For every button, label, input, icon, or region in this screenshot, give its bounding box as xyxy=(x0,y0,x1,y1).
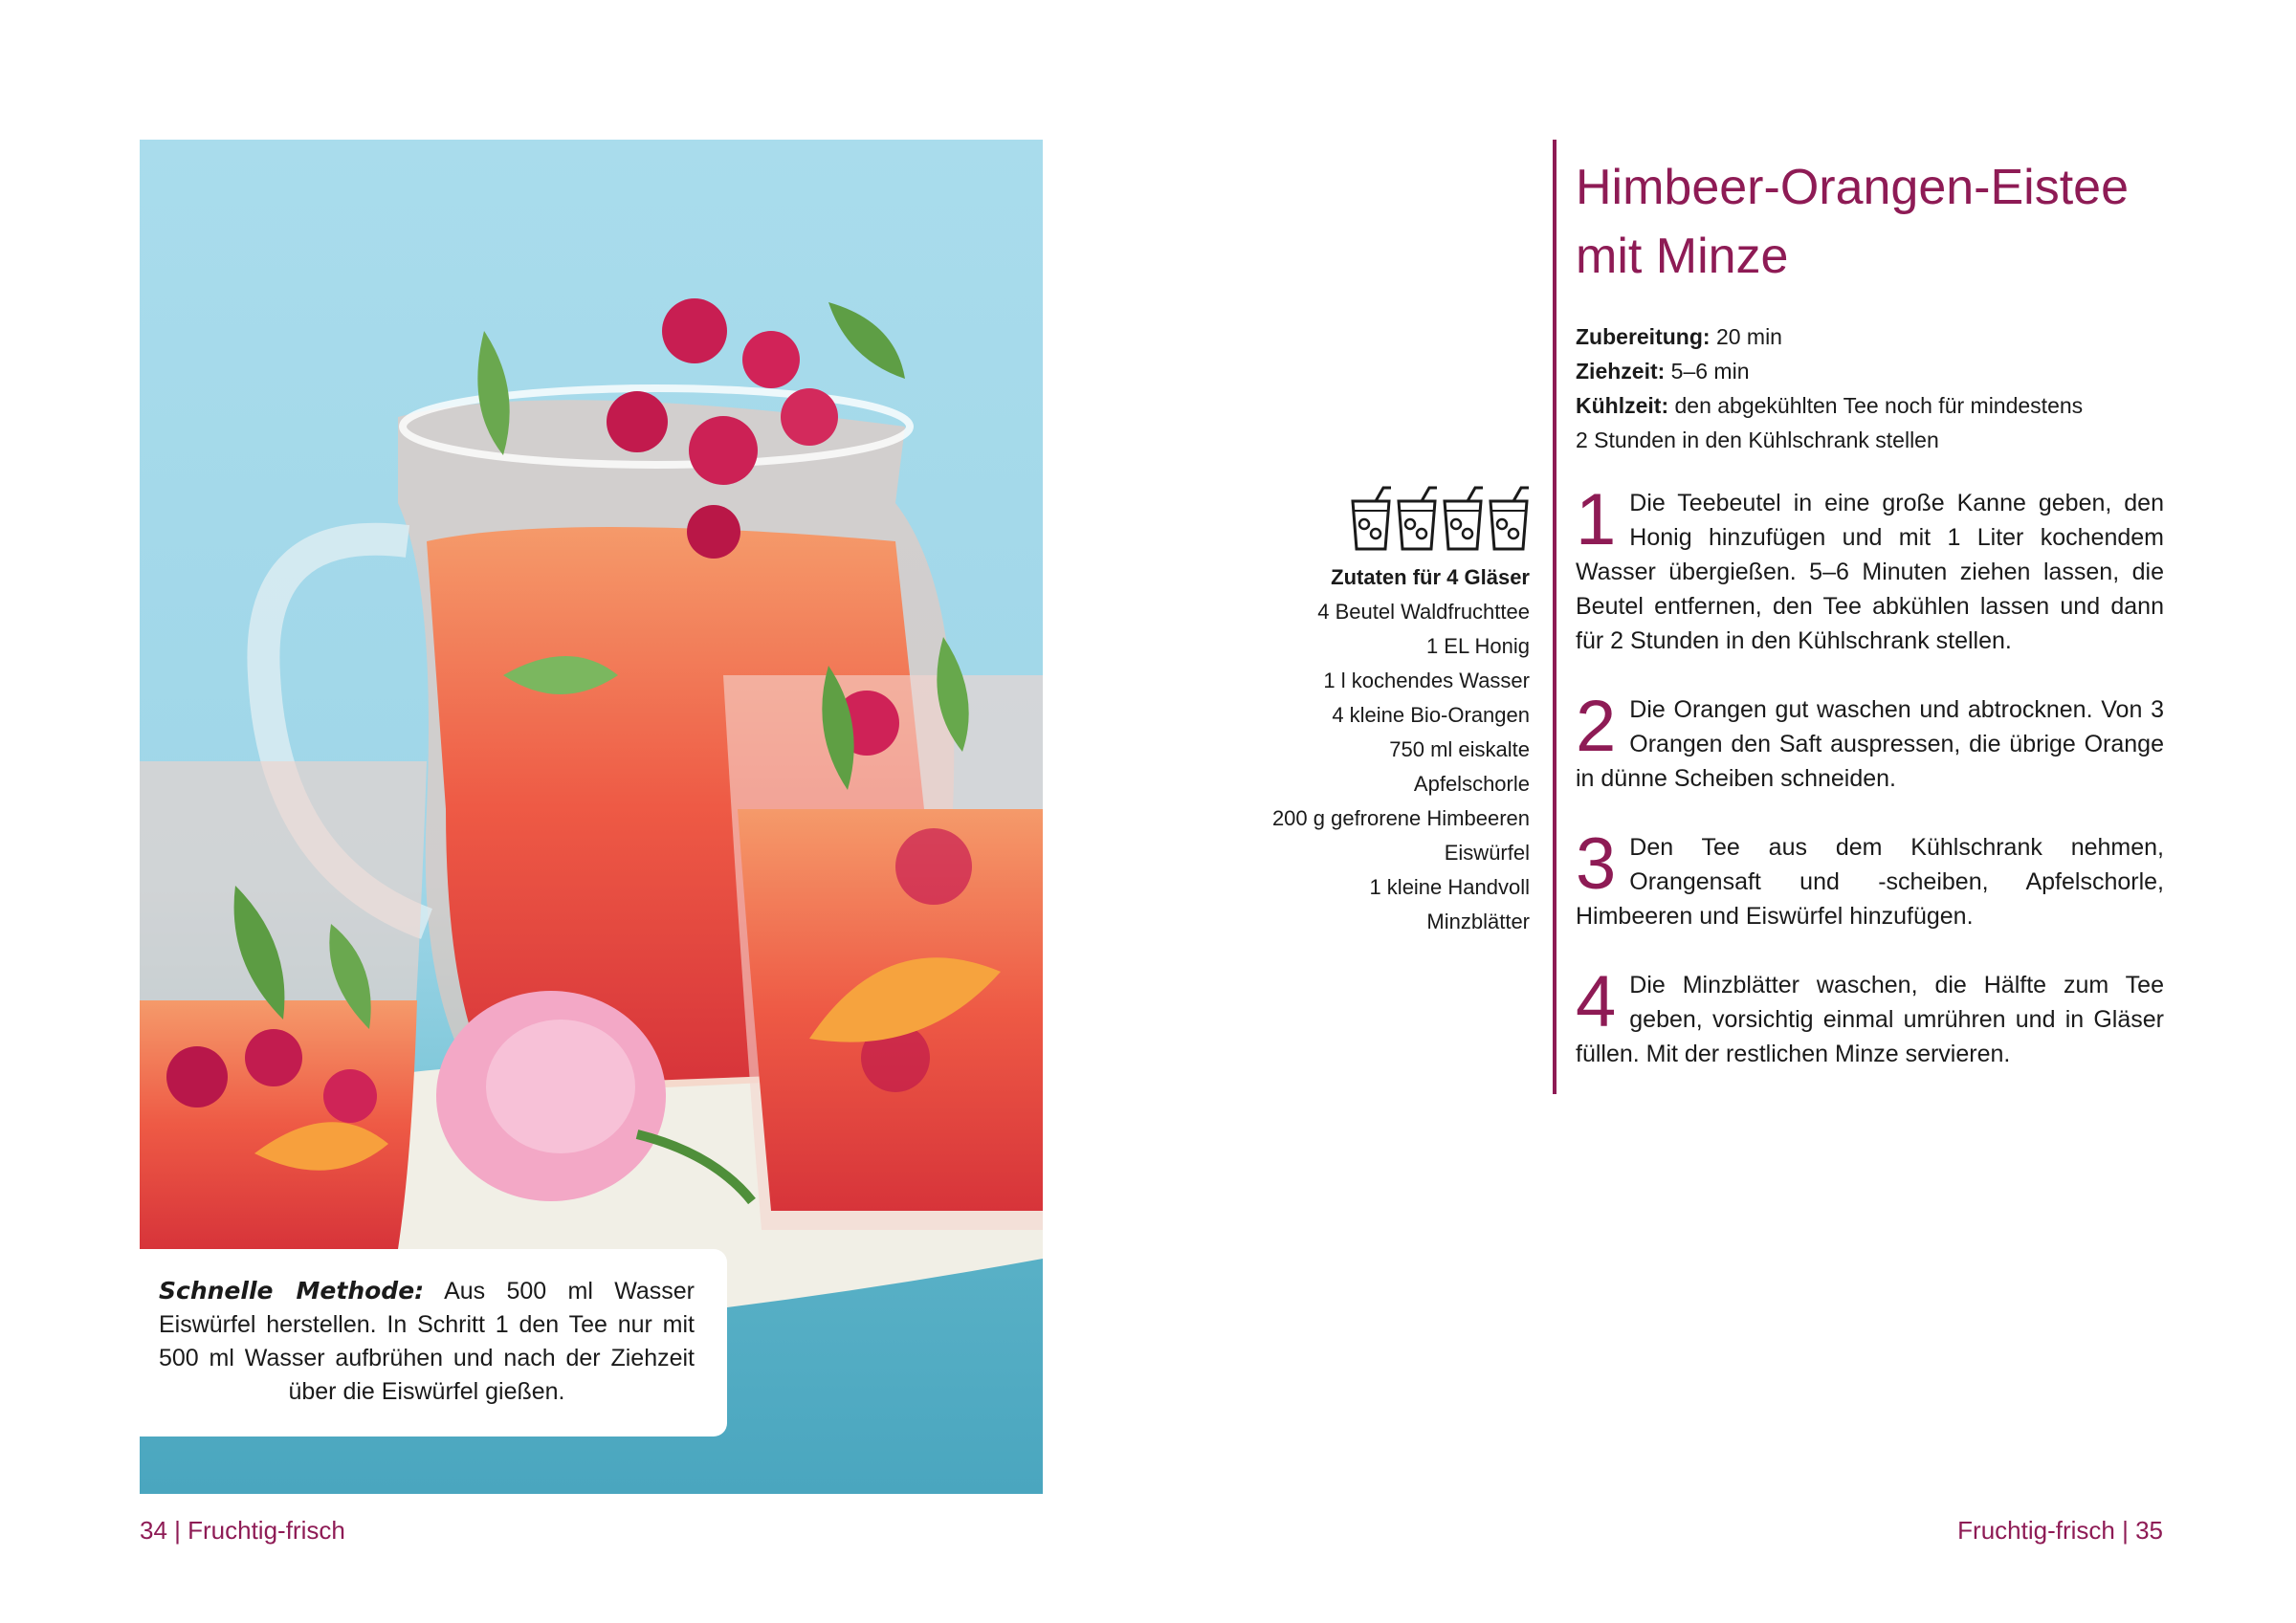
glass-icon xyxy=(1490,488,1529,549)
ingredient-item: 750 ml eiskalte xyxy=(1389,737,1530,761)
ingredients-title: Zutaten für 4 Gläser xyxy=(1331,565,1530,589)
steep-label: Ziehzeit: xyxy=(1576,359,1666,384)
step xyxy=(1576,823,2164,933)
step xyxy=(1576,479,2164,658)
vertical-divider xyxy=(1553,140,1556,1094)
quick-method-tip xyxy=(140,1249,727,1437)
right-page xyxy=(1148,0,2296,1623)
chill-time xyxy=(1576,388,2188,423)
glass-icon xyxy=(1353,488,1391,549)
ingredient-item: Apfelschorle xyxy=(1413,772,1530,796)
step-text: Die Orangen gut waschen und abtrocknen. Von 3 Orangen den Saft auspressen, die übrige Orange in dünne Scheiben schneiden. xyxy=(1576,696,2164,792)
recipe-title xyxy=(1576,153,2188,291)
title-line-2: mit Minze xyxy=(1576,229,1789,284)
prep-label: Zubereitung: xyxy=(1576,324,1711,349)
step-text: Die Teebeutel in eine große Kanne geben, den Honig hinzufügen und mit 1 Liter kochendem Wasser übergießen. 5–6 Minuten ziehen lassen, die Beutel entfernen, den Tee abkühlen lassen und dann für 2 Stunden in den Kühlschrank stellen. xyxy=(1576,490,2164,654)
title-line-1: Himbeer-Orangen-Eistee xyxy=(1576,160,2130,215)
ingredient-item: 4 Beutel Waldfruchttee xyxy=(1317,600,1530,624)
servings-icons xyxy=(1349,486,1534,551)
chill-time-cont: 2 Stunden in den Kühlschrank stellen xyxy=(1576,428,1939,452)
recipe-steps xyxy=(1576,479,2164,1106)
step-number: 1 xyxy=(1576,479,1617,560)
step-number: 3 xyxy=(1576,823,1617,905)
step-number: 2 xyxy=(1576,686,1617,767)
step xyxy=(1576,961,2164,1071)
tip-text: Aus 500 ml Wasser Eiswürfel herstellen. In Schritt 1 den Tee nur mit 500 ml Wasser aufbrühen und nach der Ziehzeit über die Eiswürfel gießen. xyxy=(159,1278,695,1405)
step-text: Den Tee aus dem Kühlschrank nehmen, Orangensaft und -scheiben, Apfelschorle, Himbeeren und Eiswürfel hinzufügen. xyxy=(1576,834,2164,930)
ingredient-item: 1 EL Honig xyxy=(1425,634,1530,658)
ingredient-item: Minzblätter xyxy=(1426,910,1530,933)
steep-time xyxy=(1576,354,2188,388)
ingredient-item: 4 kleine Bio-Orangen xyxy=(1332,703,1530,727)
steep-value: 5–6 min xyxy=(1670,359,1750,384)
ingredient-list xyxy=(1244,560,1530,939)
glass-icon xyxy=(1445,488,1483,549)
prep-value: 20 min xyxy=(1715,324,1782,349)
ingredient-item: 1 kleine Handvoll xyxy=(1369,875,1530,899)
step xyxy=(1576,686,2164,796)
step-text: Die Minzblätter waschen, die Hälfte zum Tee geben, vorsichtig einmal umrühren und in Gläser füllen. Mit der restlichen Minze servieren. xyxy=(1576,972,2164,1067)
glass-icon xyxy=(1399,488,1437,549)
step-number: 4 xyxy=(1576,961,1617,1042)
ingredient-item: 1 l kochendes Wasser xyxy=(1323,669,1530,692)
prep-time xyxy=(1576,319,2188,354)
tip-label: Schnelle Methode: xyxy=(159,1277,425,1305)
page-number-left: 34 | Fruchtig-frisch xyxy=(140,1516,345,1545)
chill-label: Kühlzeit: xyxy=(1576,393,1669,418)
ingredient-item: Eiswürfel xyxy=(1444,841,1530,865)
chill-value: den abgekühlten Tee noch für mindestens xyxy=(1674,393,2084,418)
recipe-times xyxy=(1576,319,2188,457)
ingredient-item: 200 g gefrorene Himbeeren xyxy=(1271,806,1530,830)
page-number-right: Fruchtig-frisch | 35 xyxy=(1957,1516,2163,1545)
